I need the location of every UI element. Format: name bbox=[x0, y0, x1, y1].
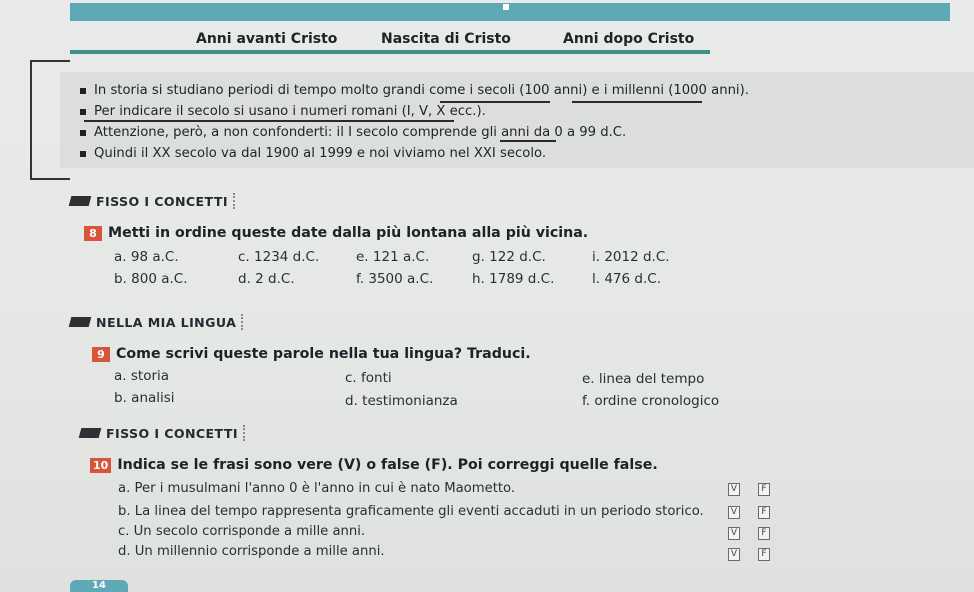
false-checkbox[interactable]: F bbox=[758, 548, 770, 561]
statement-row: a. Per i musulmani l'anno 0 è l'anno in cui è nato Maometto. bbox=[118, 481, 516, 496]
exercise-number-badge: 9 bbox=[92, 347, 110, 362]
bullet-icon bbox=[80, 130, 86, 136]
date-item: a. 98 a.C. bbox=[114, 249, 179, 265]
timeline-label-birth: Nascita di Cristo bbox=[381, 31, 511, 47]
word-item: d. testimonianza bbox=[345, 393, 458, 409]
word-item: b. analisi bbox=[114, 390, 175, 406]
section-heading-fisso-concetti: FISSO I CONCETTI bbox=[80, 425, 245, 441]
word-item: e. linea del tempo bbox=[582, 371, 705, 387]
exercise-number-badge: 10 bbox=[90, 458, 111, 473]
statement-row: c. Un secolo corrisponde a mille anni. bbox=[118, 524, 366, 539]
date-item: e. 121 a.C. bbox=[356, 249, 430, 265]
exercise-9-title: Come scrivi queste parole nella tua lingua? Traduci. bbox=[116, 346, 531, 362]
bullet-icon bbox=[80, 88, 86, 94]
date-item: c. 1234 d.C. bbox=[238, 249, 320, 265]
pen-underline bbox=[440, 101, 550, 103]
exercise-number-badge: 8 bbox=[84, 226, 102, 241]
statement-row: b. La linea del tempo rappresenta graficamente gli eventi accaduti in un periodo storico. bbox=[118, 504, 704, 519]
timeline-label-after: Anni dopo Cristo bbox=[563, 31, 695, 47]
dotted-separator bbox=[233, 193, 235, 209]
date-item: h. 1789 d.C. bbox=[472, 271, 555, 287]
timeline-line bbox=[70, 50, 710, 54]
intro-list bbox=[80, 80, 749, 164]
bullet-icon bbox=[80, 151, 86, 157]
pencil-icon bbox=[69, 196, 92, 206]
word-item: f. ordine cronologico bbox=[582, 393, 720, 409]
dotted-separator bbox=[243, 425, 245, 441]
date-item: g. 122 d.C. bbox=[472, 249, 546, 265]
dotted-separator bbox=[241, 314, 243, 330]
pencil-icon bbox=[79, 428, 102, 438]
date-item: b. 800 a.C. bbox=[114, 271, 188, 287]
band-marker bbox=[503, 4, 509, 10]
pen-underline bbox=[84, 120, 454, 122]
page-number: 14 bbox=[92, 580, 106, 591]
date-item: f. 3500 a.C. bbox=[356, 271, 434, 287]
true-checkbox[interactable]: V bbox=[728, 506, 740, 519]
date-item: l. 476 d.C. bbox=[592, 271, 661, 287]
pencil-icon bbox=[69, 317, 92, 327]
date-item: i. 2012 d.C. bbox=[592, 249, 670, 265]
true-checkbox[interactable]: V bbox=[728, 527, 740, 540]
date-item: d. 2 d.C. bbox=[238, 271, 295, 287]
bullet-icon bbox=[80, 109, 86, 115]
pen-bracket bbox=[30, 60, 70, 180]
section-heading-nella-mia-lingua: NELLA MIA LINGUA bbox=[70, 314, 243, 330]
statement-row: d. Un millennio corrisponde a mille anni. bbox=[118, 544, 385, 559]
false-checkbox[interactable]: F bbox=[758, 506, 770, 519]
exercise-8-title: Metti in ordine queste date dalla più lontana alla più vicina. bbox=[108, 225, 589, 241]
pen-underline bbox=[500, 140, 556, 142]
pen-underline bbox=[572, 101, 702, 103]
intro-line: Quindi il XX secolo va dal 1900 al 1999 e noi viviamo nel XXI secolo. bbox=[80, 143, 749, 164]
true-checkbox[interactable]: V bbox=[728, 483, 740, 496]
intro-line: Per indicare il secolo si usano i numeri romani (I, V, X ecc.). bbox=[80, 101, 749, 122]
exercise-10-heading bbox=[90, 457, 658, 473]
word-item: c. fonti bbox=[345, 370, 392, 386]
intro-line: Attenzione, però, a non confonderti: il I secolo comprende gli anni da 0 a 99 d.C. bbox=[80, 122, 749, 143]
timeline-label-before: Anni avanti Cristo bbox=[196, 31, 338, 47]
false-checkbox[interactable]: F bbox=[758, 483, 770, 496]
word-item: a. storia bbox=[114, 368, 170, 384]
section-heading-fisso-concetti: FISSO I CONCETTI bbox=[70, 193, 235, 209]
exercise-9-heading bbox=[92, 346, 531, 362]
exercise-10-title: Indica se le frasi sono vere (V) o false (F). Poi correggi quelle false. bbox=[117, 457, 658, 473]
top-color-band bbox=[70, 3, 950, 21]
exercise-8-heading bbox=[84, 225, 588, 241]
intro-line: In storia si studiano periodi di tempo molto grandi come i secoli (100 anni) e i millenni (1000 anni). bbox=[80, 80, 749, 101]
page-number-tab bbox=[70, 580, 128, 592]
true-checkbox[interactable]: V bbox=[728, 548, 740, 561]
false-checkbox[interactable]: F bbox=[758, 527, 770, 540]
